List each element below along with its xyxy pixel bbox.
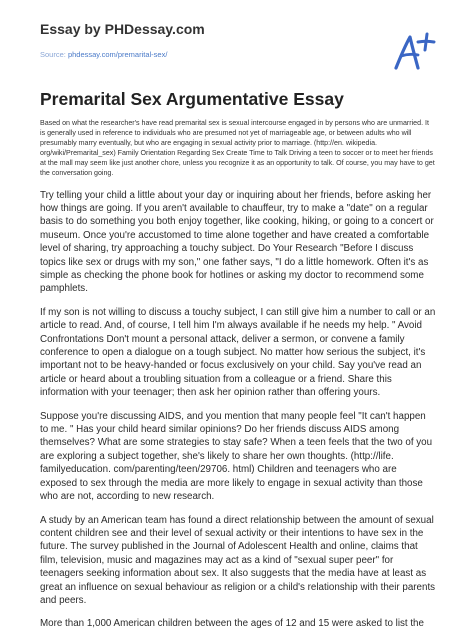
essay-abstract: Based on what the researcher's have read premarital sex is sexual intercourse engaged in by persons who are unmarried. It is generally used in reference to individuals who are presumed not yet of marriageable age, or between adults who will presumably marry eventually, but who are engaging in sexual activity prior to marriage. (http://en. wikipedia. org/wiki/Premarital_sex) Family Orientation Regarding Sex Create Time to Talk Driving a teen to soccer or to meet her friends at the mall may seem like just another chore, unless you recognize it as an opportunity to talk. Of course, you may have to get the conversation going. — [40, 119, 435, 178]
a-plus-logo-icon — [390, 30, 436, 72]
essay-paragraph: If my son is not willing to discuss a touchy subject, I can still give him a number to call or an article to read. And, of course, I tell him I'm always available if he needs my help. " Avoid Confrontations Don't mount a personal attack, deliver a sermon, or convene a family conference to open a dialogue on a tough subject. No matter how serious the subject, it's important not to be heavy-handed or focus exclusively on your child. Say you've read an article or heard about a troubling situation from a colleague or a friend. Share this information with your teenager; then ask her opinion rather than offering yours. — [40, 306, 436, 399]
essay-paragraph: Suppose you're discussing AIDS, and you mention that many people feel "It can't happen to me. " Has your child heard similar opinions? Do her friends discuss AIDS among themselves? What are some strategies to stay safe? When a teen feels that the two of you are exploring a subject together, she's likely to share her own thoughts. (http://life. familyeducation. com/parenting/teen/29706. html) Children and teenagers who are exposed to sex through the media are more likely to engage in sexual activity than those who are not, according to new research. — [40, 410, 433, 503]
site-brand[interactable]: Essay by PHDessay.com — [40, 21, 205, 37]
essay-paragraph: Try telling your child a little about your day or inquiring about her friends, before asking her how things are going. If you aren't available to chauffeur, try to make a "date" on a regular basis to do something you both enjoy together, like cooking, hiking, or going to a concert or museum. Once you're accustomed to time alone together and have created a comfortable level of sharing, try approaching a touchy subject. Do Your Research "Before I discuss topics like sex or drugs with my son," one father says, "I do a little homework. Often it's as simple as checking the phone book for hotlines or asking my doctor to recommend some pamphlets. — [40, 189, 434, 295]
page-header — [40, 20, 434, 66]
essay-paragraph: A study by an American team has found a direct relationship between the amount of sexual content children see and their level of sexual activity or their intentions to have sex in the future. The survey published in the Journal of Adolescent Health and online, claims that film, television, music and magazines may act as a kind of "sexual super peer" for teenagers seeking information about sex. It also suggests that the media have at least as great an influence on sexual behaviour as religion or a child's relationship with their parents and peers. — [40, 514, 436, 606]
essay-title: Premarital Sex Argumentative Essay — [40, 89, 344, 109]
source-line — [40, 50, 434, 60]
source-label: Source: — [40, 50, 66, 59]
essay-body — [40, 118, 436, 641]
essay-paragraph: More than 1,000 American children between the ages of 12 and 15 were asked to list the — [40, 618, 424, 630]
source-link[interactable]: phdessay.com/premarital-sex/ — [67, 50, 168, 59]
